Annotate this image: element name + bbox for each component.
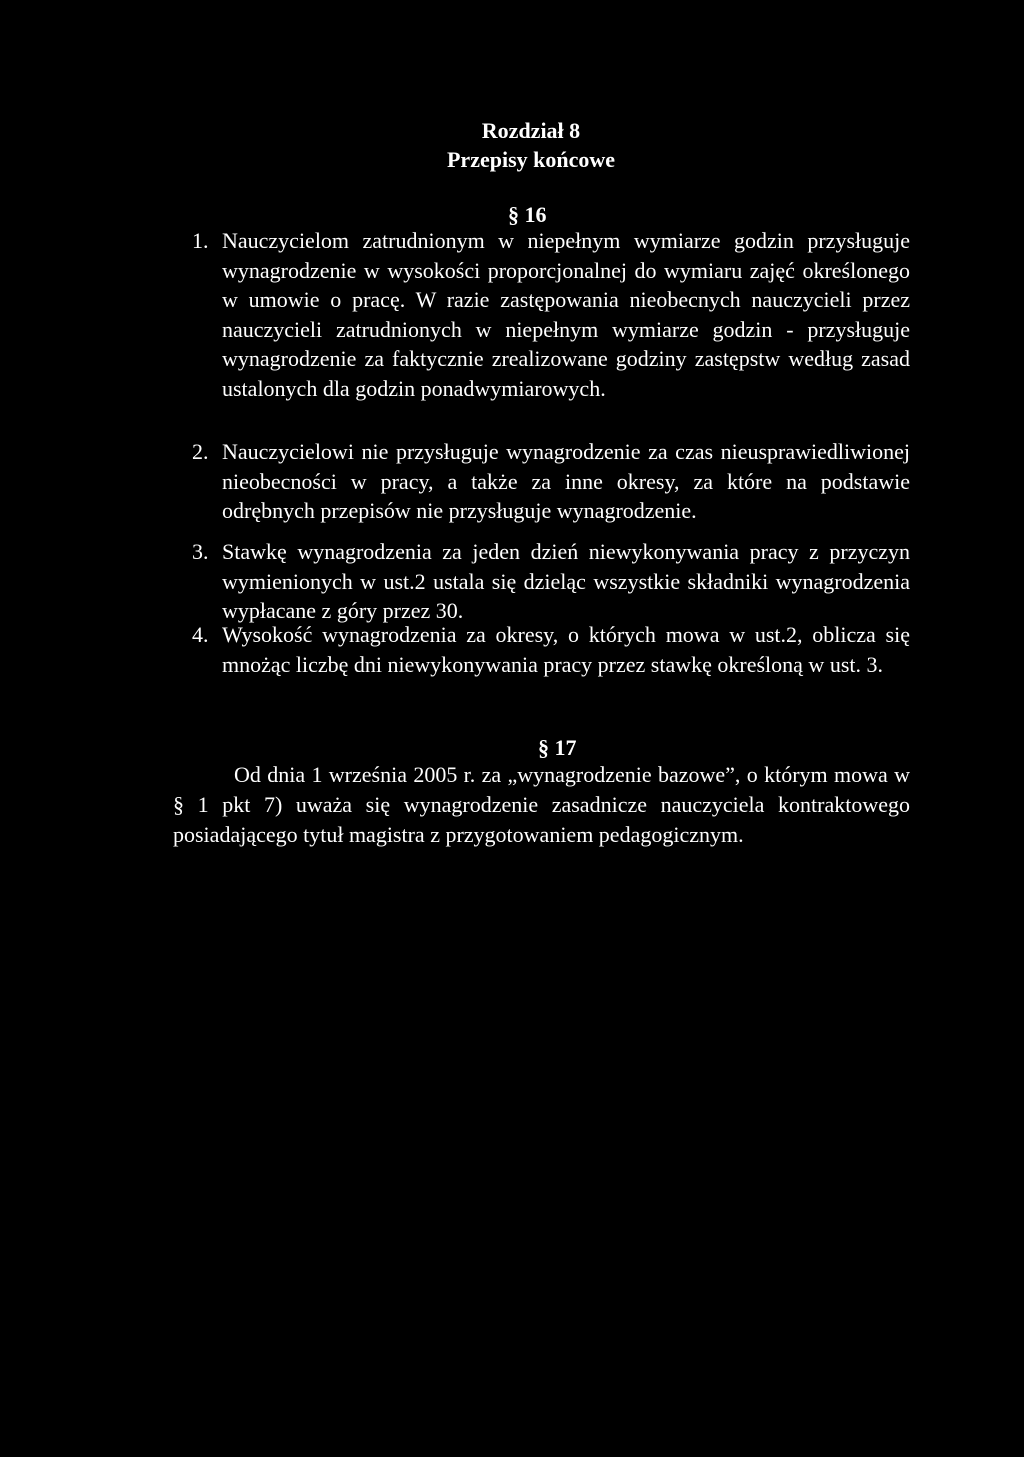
- point-number: 3.: [192, 539, 209, 564]
- point-number: 2.: [192, 439, 209, 464]
- point-number: 4.: [192, 622, 209, 647]
- point-text: Stawkę wynagrodzenia za jeden dzień niewykonywania pracy z przyczyn wymienionych w ust.2 ustala się dzieląc wszystkie składniki wynagrodzenia wypłacane z góry przez 30.: [222, 539, 910, 623]
- section-16-mark: § 16: [508, 202, 547, 227]
- section-16-point-4: [192, 620, 910, 679]
- chapter-subtitle: Przepisy końcowe: [446, 147, 616, 172]
- section-16-point-1: [192, 226, 910, 403]
- point-text: Wysokość wynagrodzenia za okresy, o których mowa w ust.2, oblicza się mnożąc liczbę dni niewykonywania pracy przez stawkę określoną w ust. 3.: [222, 622, 910, 677]
- point-text: Nauczycielom zatrudnionym w niepełnym wymiarze godzin przysługuje wynagrodzenie w wysokości proporcjonalnej do wymiaru zajęć określonego w umowie o pracę. W razie zastępowania nieobecnych nauczycieli przez nauczycieli zatrudnionych w niepełnym wymiarze godzin - przysługuje wynagrodzenie za faktycznie zrealizowane godziny zastępstw według zasad ustalonych dla godzin ponadwymiarowych.: [222, 228, 910, 401]
- section-16-point-3: [192, 537, 910, 626]
- chapter-title: Rozdział 8: [481, 118, 581, 143]
- section-16-point-2: [192, 437, 910, 526]
- section-17-mark: § 17: [538, 735, 577, 760]
- point-number: 1.: [192, 228, 209, 253]
- point-text: Nauczycielowi nie przysługuje wynagrodzenie za czas nieusprawiedliwionej nieobecności w pracy, a także za inne okresy, za które na podstawie odrębnych przepisów nie przysługuje wynagrodzenie.: [222, 439, 910, 523]
- section-17-paragraph: Od dnia 1 września 2005 r. za „wynagrodzenie bazowe”, o którym mowa w § 1 pkt 7) uważa się wynagrodzenie zasadnicze nauczyciela kontraktowego posiadającego tytuł magistra z przygotowaniem pedagogicznym.: [173, 762, 910, 847]
